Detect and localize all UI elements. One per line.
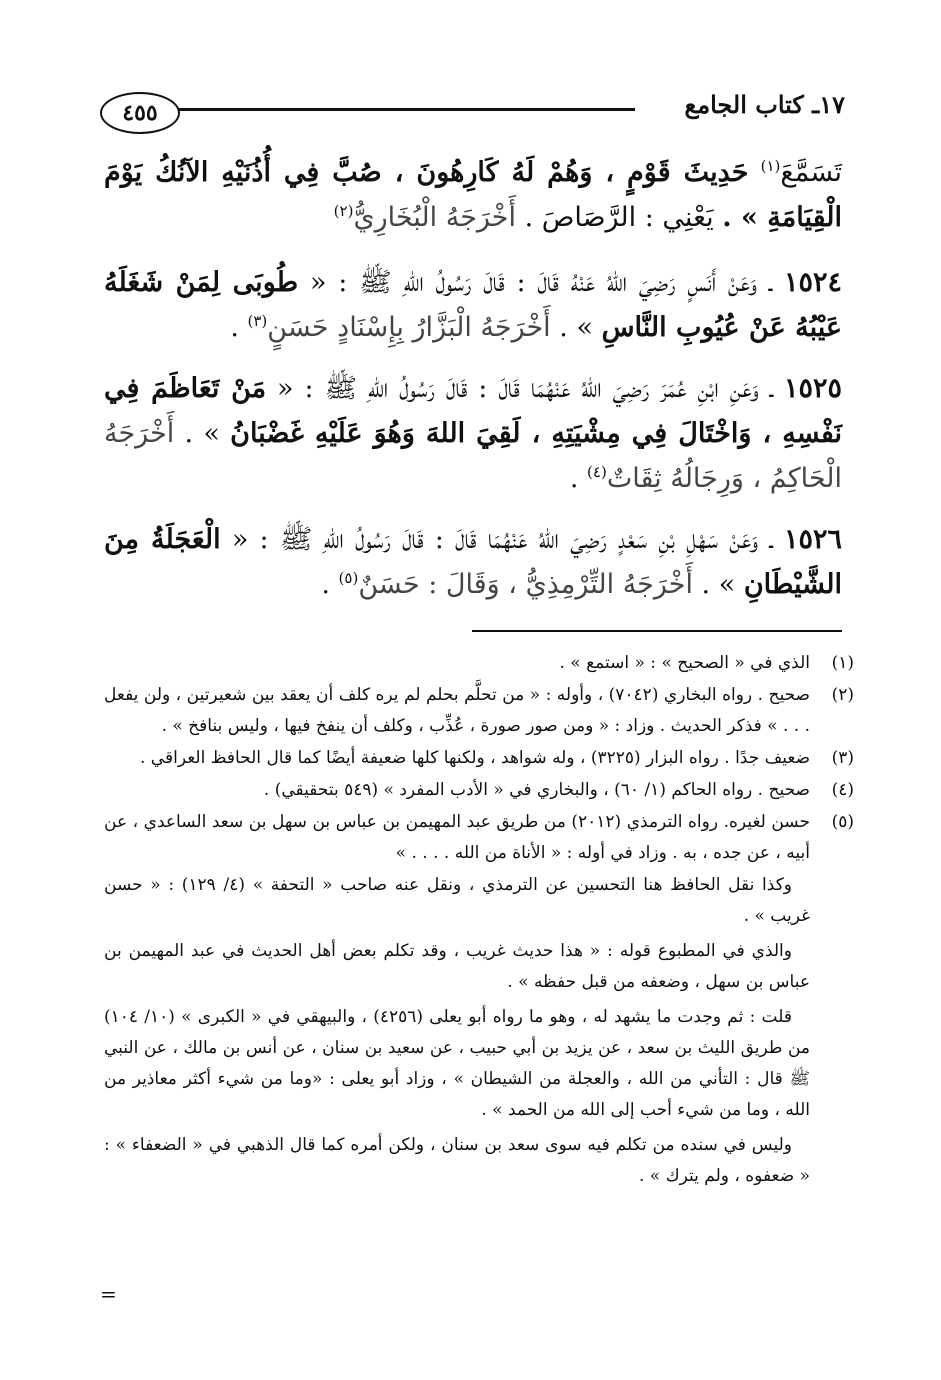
footnote-2 — [104, 680, 854, 742]
hadith-text: مَنْ تَعَاظَمَ فِي نَفْسِهِ ، وَاخْتَالَ فِي مِشْيَتِهِ ، لَقِيَ اللهَ وَهُوَ عَلَيْهِ غَضْبَانُ — [104, 373, 843, 449]
intro-explanation: يَعْنِي : الرَّصَاصَ . — [524, 202, 714, 233]
hadith-1525: ١٥٢٥ ـ وَعَنِ ابْنِ عُمَرَ رَضِيَ اللهُ عَنْهُمَا قَالَ : قَالَ رَسُولُ اللهِ ﷺ : « مَنْ تَعَاظَمَ فِي نَفْسِهِ ، وَاخْتَالَ فِي مِشْيَتِهِ ، لَقِيَ اللهَ وَهُوَ عَلَيْهِ غَضْبَانُ » . أَخْرَجَهُ الْحَاكِمُ ، وَرِجَالُهُ ثِقَاتٌ$^{(٤)}$ . — [104, 373, 843, 494]
footnote-5 — [104, 807, 854, 869]
header-rule — [178, 108, 635, 111]
footnote-ref-4: (٤) — [587, 463, 607, 481]
footnote-number: (٥) — [831, 812, 854, 832]
intro-hadith: حَدِيثَ قَوْمٍ ، وَهُمْ لَهُ كَارِهُونَ ، صُبَّ فِي أُذُنَيْهِ الآنُكُ يَوْمَ الْقِيَامَةِ » . — [104, 157, 842, 233]
footnote-text: صحيح . رواه الحاكم (١/ ٦٠) ، والبخاري في « الأدب المفرد » (٥٤٩ بتحقيقي) . — [263, 780, 810, 800]
footnote-continuation: والذي في المطبوع قوله : « هذا حديث غريب ، وقد تكلم بعض أهل الحديث في عبد المهيمن بن عباس بن سهل ، وضعفه من قبل حفظه » . — [104, 941, 810, 992]
hadith-end: » . — [184, 418, 220, 449]
footnote-text: حسن لغيره. رواه الترمذي (٢٠١٢) من طريق عبد المهيمن بن عباس بن سهل بن سعد الساعدي ، عن أبيه ، عن جده ، به . وزاد في أوله : « الأناة من الله . . . . » — [104, 812, 810, 863]
footnote-text: صحيح . رواه البخاري (٧٠٤٢) ، وأوله : « من تحلَّم بحلم لم يره كلف أن يعقد بين شعيرتين ، ولن يفعل . . . » فذكر الحديث . وزاد : « ومن صور صورة ، عُذِّب ، وكلف أن ينفخ فيها ، وليس بنافخ » . — [104, 685, 810, 736]
hadith-1526: ١٥٢٦ ـ وَعَنْ سَهْلِ بْنِ سَعْدٍ رَضِيَ اللهُ عَنْهُمَا قَالَ : قَالَ رَسُولُ اللهِ ﷺ : « الْعَجَلَةُ مِنَ الشَّيْطَانِ » . أَخْرَجَهُ التِّرْمِذِيُّ ، وَقَالَ : حَسَنٌ$^{(٥)}$ . — [104, 524, 842, 600]
hadith-text: طُوبَى لِمَنْ شَغَلَهُ عَيْبُهُ عَنْ عُيُوبِ النَّاسِ — [104, 267, 842, 343]
footnotes — [104, 648, 854, 1196]
hadith-chain: ـ وَعَنِ ابْنِ عُمَرَ رَضِيَ اللهُ عَنْهُمَا قَالَ : قَالَ رَسُولُ اللهِ ﷺ : « — [277, 373, 774, 404]
footnote-number: (٣) — [831, 748, 854, 768]
main-text — [104, 150, 842, 623]
footnote-continuation: وليس في سنده من تكلم فيه سوى سعد بن سنان ، ولكن أمره كما قال الذهبي في « الضعفاء » : « ضعفوه ، ولم يترك » . — [104, 1135, 810, 1186]
hadith-end: » . — [701, 569, 736, 600]
footnote-number: (٤) — [831, 780, 854, 800]
footnote-ref-3: (٣) — [247, 312, 268, 330]
page-number: ٤٥٥ — [100, 92, 180, 134]
chapter-title: ١٧ـ كتاب الجامع — [684, 90, 845, 119]
hadith-number: ١٥٢٤ — [783, 267, 842, 298]
footnote-number: (٢) — [831, 685, 854, 705]
footnote-3 — [104, 743, 854, 774]
hadith-end: » . — [559, 312, 593, 343]
page-header — [100, 88, 845, 140]
hadith-chain: ـ وَعَنْ سَهْلِ بْنِ سَعْدٍ رَضِيَ اللهُ عَنْهُمَا قَالَ : قَالَ رَسُولُ اللهِ ﷺ : « — [231, 524, 773, 555]
footnote-continuation: وكذا نقل الحافظ هنا التحسين عن الترمذي ، ونقل عنه صاحب « التحفة » (٤/ ١٢٩) : « حسن غريب » . — [104, 875, 810, 926]
intro-source: أَخْرَجَهُ الْبُخَارِيُّ — [353, 202, 516, 233]
footnote-ref-2: (٢) — [333, 202, 354, 220]
hadith-source: أَخْرَجَهُ الْحَاكِمُ ، وَرِجَالُهُ ثِقَاتٌ — [104, 418, 842, 494]
footnote-text: الذي في « الصحيح » : « استمع » . — [559, 653, 810, 673]
intro-paragraph — [104, 150, 842, 240]
hadith-1524: ١٥٢٤ ـ وَعَنْ أَنَسٍ رَضِيَ اللهُ عَنْهُ قَالَ : قَالَ رَسُولُ اللهِ ﷺ : « طُوبَى لِمَنْ شَغَلَهُ عَيْبُهُ عَنْ عُيُوبِ النَّاسِ » . أَخْرَجَهُ الْبَزَّارُ بِإِسْنَادٍ حَسَنٍ$^{(٣)}$ . — [104, 267, 842, 343]
footnote-4 — [104, 775, 854, 806]
hadith-number: ١٥٢٥ — [783, 373, 842, 404]
footnote-1 — [104, 648, 854, 679]
intro-word: تَسَمَّعَ — [780, 157, 842, 188]
footnote-ref-1: (١) — [760, 157, 781, 175]
footnote-separator — [472, 630, 842, 632]
hadith-source: أَخْرَجَهُ الْبَزَّارُ بِإِسْنَادٍ حَسَنٍ — [267, 312, 551, 343]
footnote-number: (١) — [831, 653, 854, 673]
hadith-source: أَخْرَجَهُ التِّرْمِذِيُّ ، وَقَالَ : حَسَنٌ — [358, 569, 693, 600]
footnote-ref-5: (٥) — [338, 569, 359, 587]
hadith-number: ١٥٢٦ — [783, 524, 842, 555]
footnote-continuation: قلت : ثم وجدت ما يشهد له ، وهو ما رواه أبو يعلى (٤٢٥٦) ، والبيهقي في « الكبرى » (١٠/ ١٠٤) من طريق الليث بن سعد ، عن يزيد بن أبي حبيب ، عن سعيد بن سنان ، عن أنس بن مالك ، عن النبي ﷺ قال : التأني من الله ، والعجلة من الشيطان » ، وزاد أبو يعلى : «وما من شيء أكثر معاذير من الله ، وما من شيء أحب إلى الله من الحمد » . — [104, 1007, 810, 1120]
hadith-chain: ـ وَعَنْ أَنَسٍ رَضِيَ اللهُ عَنْهُ قَالَ : قَالَ رَسُولُ اللهِ ﷺ : « — [309, 267, 773, 298]
hadith-text: الْعَجَلَةُ مِنَ الشَّيْطَانِ — [104, 524, 842, 600]
continuation-mark: = — [100, 1282, 117, 1306]
footnote-text: ضعيف جدًا . رواه البزار (٣٢٢٥) ، وله شواهد ، ولكنها كلها ضعيفة أيضًا كما قال الحافظ العراقي . — [140, 748, 810, 768]
